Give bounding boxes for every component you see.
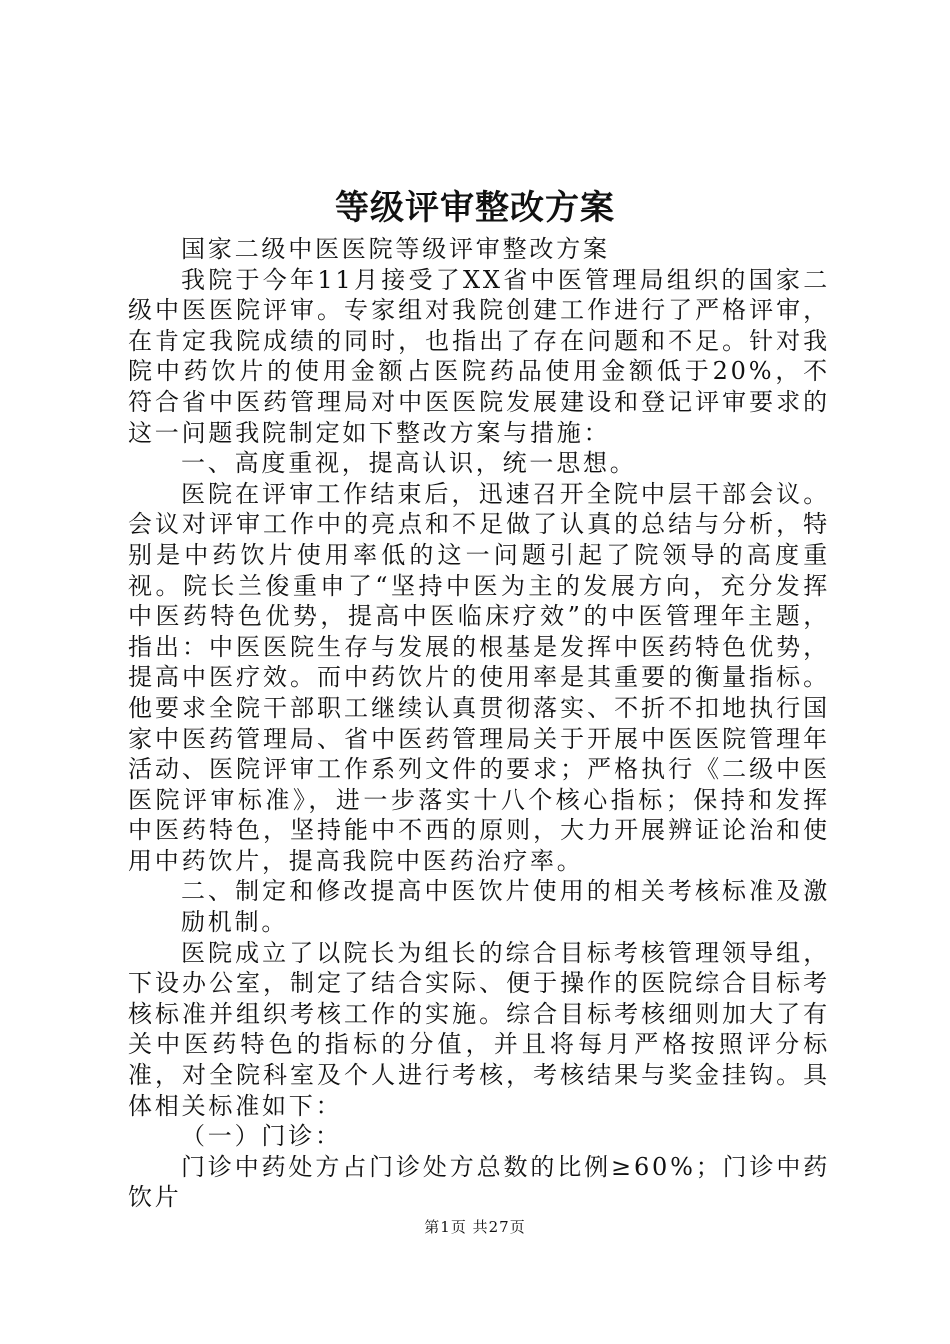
- document-title: 等级评审整改方案: [335, 188, 615, 228]
- subsection-heading-outpatient: （一）门诊：: [181, 1122, 342, 1151]
- paragraph-section-2: 医院成立了以院长为组长的综合目标考核管理领导组，下设办公室，制定了结合实际、便于操作的医院综合目标考核标准并组织考核工作的实施。综合目标考核细则加大了有关中医药特色的指标的分值，并且将每月严格按照评分标准，对全院科室及个人进行考核，考核结果与奖金挂钩。具体相关标准如下：: [128, 938, 830, 1120]
- section-heading-2: 二、制定和修改提高中医饮片使用的相关考核标准及激励机制。: [181, 877, 830, 937]
- document-subtitle: 国家二级中医医院等级评审整改方案: [181, 235, 610, 263]
- paragraph-section-1: 医院在评审工作结束后，迅速召开全院中层干部会议。会议对评审工作中的亮点和不足做了认真的总结与分析，特别是中药饮片使用率低的这一问题引起了院领导的高度重视。院长兰俊重申了“坚持中医为主的发展方向，充分发挥中医药特色优势，提高中医临床疗效”的中医管理年主题，指出：中医医院生存与发展的根基是发挥中医药特色优势，提高中医疗效。而中药饮片的使用率是其重要的衡量指标。他要求全院干部职工继续认真贯彻落实、不折不扣地执行国家中医药管理局、省中医药管理局关于开展中医医院管理年活动、医院评审工作系列文件的要求；严格执行《二级中医医院评审标准》，进一步落实十八个核心指标；保持和发挥中医药特色，坚持能中不西的原则，大力开展辨证论治和使用中药饮片，提高我院中医药治疗率。: [128, 479, 830, 875]
- page-footer: 第1页 共27页: [424, 1218, 526, 1236]
- section-heading-1: 一、高度重视，提高认识，统一思想。: [181, 449, 637, 478]
- paragraph-outpatient: 门诊中药处方占门诊处方总数的比例≥60%；门诊中药饮片: [128, 1152, 830, 1212]
- document-body: [128, 234, 830, 1213]
- paragraph-intro: 我院于今年11月接受了XX省中医管理局组织的国家二级中医医院评审。专家组对我院创建工作进行了严格评审，在肯定我院成绩的同时，也指出了存在问题和不足。针对我院中药饮片的使用金额占医院药品使用金额低于20%，不符合省中医药管理局对中医医院发展建设和登记评审要求的这一问题我院制定如下整改方案与措施：: [128, 265, 830, 447]
